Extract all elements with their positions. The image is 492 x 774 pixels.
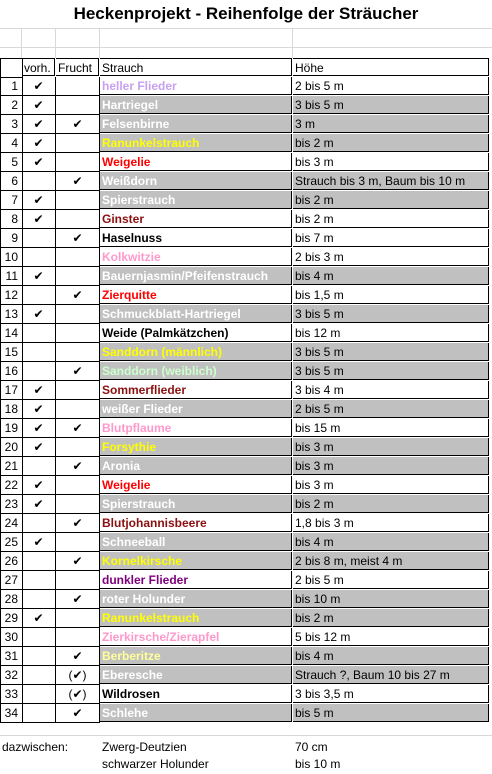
vorh-check-icon: ✔	[22, 533, 56, 552]
vorh-check-icon: ✔	[22, 134, 56, 153]
empty-row-divider	[99, 28, 100, 58]
vorh-check-icon	[22, 552, 56, 571]
row-number	[0, 324, 23, 343]
shrub-height: bis 3 m	[293, 457, 489, 475]
table-row	[0, 153, 492, 172]
row-number	[0, 400, 23, 419]
shrub-height: 2 bis 5 m	[293, 400, 489, 418]
shrub-height: 2 bis 3 m	[293, 248, 489, 266]
shrub-height: Strauch ?, Baum 10 bis 27 m	[293, 666, 489, 684]
row-number-text: 14	[4, 326, 18, 340]
row-number-text: 32	[4, 668, 18, 682]
row-number-text: 24	[4, 516, 18, 530]
frucht-check-icon: ✔	[56, 286, 100, 305]
frucht-check-icon	[56, 381, 100, 400]
footer-divider	[0, 735, 492, 736]
shrub-height: bis 2 m	[293, 495, 489, 513]
shrub-name: Weide (Palmkätzchen)	[100, 324, 292, 342]
shrub-name: Blutjohannisbeere	[100, 514, 292, 532]
frucht-check-icon	[56, 248, 100, 267]
vorh-check-icon	[22, 666, 56, 685]
row-number	[0, 286, 23, 305]
row-number	[0, 229, 23, 248]
shrub-name: Schneeball	[100, 533, 292, 551]
shrub-name: Berberitze	[100, 647, 292, 665]
shrub-height: 3 bis 5 m	[293, 305, 489, 323]
table-row	[0, 704, 492, 723]
empty-row-divider	[21, 28, 22, 58]
shrub-name: Spierstrauch	[100, 191, 292, 209]
row-number-text: 16	[4, 364, 18, 378]
table-row	[0, 229, 492, 248]
shrub-name: Haselnuss	[100, 229, 292, 247]
vorh-check-icon: ✔	[22, 438, 56, 457]
table-row	[0, 609, 492, 628]
frucht-check-icon: ✔	[56, 647, 100, 666]
table-row	[0, 267, 492, 286]
row-number-text: 13	[4, 307, 18, 321]
footer-item-name: Zwerg-Deutzien	[102, 740, 187, 754]
row-number-text: 25	[4, 535, 18, 549]
vorh-check-icon	[22, 248, 56, 267]
vorh-check-icon: ✔	[22, 419, 56, 438]
table-row	[0, 666, 492, 685]
shrub-height: bis 5 m	[293, 704, 489, 722]
row-number	[0, 704, 23, 723]
shrub-name: Schlehe	[100, 704, 292, 722]
shrub-height: bis 2 m	[293, 191, 489, 209]
table-row	[0, 191, 492, 210]
row-number-text: 22	[4, 478, 18, 492]
header-strauch: Strauch	[100, 58, 292, 76]
shrub-height: 3 bis 3,5 m	[293, 685, 489, 703]
row-number-text: 17	[4, 383, 18, 397]
row-number	[0, 172, 23, 191]
shrub-name: Eberesche	[100, 666, 292, 684]
vorh-check-icon	[22, 362, 56, 381]
shrub-name: Sanddorn (weiblich)	[100, 362, 292, 380]
vorh-check-icon: ✔	[22, 191, 56, 210]
row-number-text: 2	[11, 98, 18, 112]
table-row	[0, 628, 492, 647]
table-row	[0, 400, 492, 419]
shrub-name: Forsythie	[100, 438, 292, 456]
frucht-check-icon	[56, 324, 100, 343]
row-number-text: 9	[11, 231, 18, 245]
row-number-text: 21	[4, 459, 18, 473]
empty-row-divider	[55, 28, 56, 58]
vorh-check-icon: ✔	[22, 476, 56, 495]
shrub-height: bis 2 m	[293, 210, 489, 228]
row-number	[0, 685, 23, 704]
empty-row-divider	[292, 28, 293, 58]
frucht-check-icon	[56, 609, 100, 628]
table-row	[0, 438, 492, 457]
frucht-check-icon	[56, 96, 100, 115]
shrub-name: roter Holunder	[100, 590, 292, 608]
header-hoehe: Höhe	[293, 58, 489, 76]
table-row	[0, 476, 492, 495]
shrub-name: dunkler Flieder	[100, 571, 292, 589]
row-number	[0, 476, 23, 495]
table-row	[0, 647, 492, 666]
frucht-check-icon: ✔	[56, 362, 100, 381]
shrub-name: Sommerflieder	[100, 381, 292, 399]
row-number-text: 31	[4, 649, 18, 663]
shrub-name: Kornelkirsche	[100, 552, 292, 570]
frucht-check-icon: ✔	[56, 514, 100, 533]
vorh-check-icon	[22, 628, 56, 647]
vorh-check-icon: ✔	[22, 400, 56, 419]
frucht-check-icon	[56, 438, 100, 457]
row-number-text: 34	[4, 706, 18, 720]
row-number	[0, 590, 23, 609]
frucht-check-icon: ✔	[56, 704, 100, 723]
frucht-check-icon: ✔	[56, 590, 100, 609]
table-row	[0, 305, 492, 324]
shrub-height: bis 12 m	[293, 324, 489, 342]
frucht-check-icon	[56, 495, 100, 514]
shrub-height: 5 bis 12 m	[293, 628, 489, 646]
shrub-name: Bauernjasmin/Pfeifenstrauch	[100, 267, 292, 285]
table-row	[0, 210, 492, 229]
shrub-height: 3 bis 5 m	[293, 343, 489, 361]
row-number-text: 11	[5, 269, 18, 283]
frucht-check-icon	[56, 343, 100, 362]
row-number-text: 30	[4, 630, 18, 644]
table-row	[0, 248, 492, 267]
table-row	[0, 343, 492, 362]
frucht-check-icon	[56, 571, 100, 590]
frucht-check-icon: (✔)	[56, 685, 100, 704]
table-header	[0, 58, 492, 77]
row-number	[0, 362, 23, 381]
vorh-check-icon	[22, 286, 56, 305]
row-number-text: 10	[4, 250, 18, 264]
shrub-name: Hartriegel	[100, 96, 292, 114]
frucht-check-icon: ✔	[56, 115, 100, 134]
row-number-text: 23	[4, 497, 18, 511]
shrub-name: Sanddorn (männlich)	[100, 343, 292, 361]
shrub-height: bis 1,5 m	[293, 286, 489, 304]
frucht-check-icon: (✔)	[56, 666, 100, 685]
row-number	[0, 495, 23, 514]
shrub-name: Wildrosen	[100, 685, 292, 703]
shrub-height: bis 4 m	[293, 647, 489, 665]
footer-label: dazwischen:	[2, 740, 69, 754]
vorh-check-icon	[22, 343, 56, 362]
table-row	[0, 552, 492, 571]
frucht-check-icon	[56, 153, 100, 172]
shrub-height: Strauch bis 3 m, Baum bis 10 m	[293, 172, 489, 190]
row-number	[0, 419, 23, 438]
footer-item-height: 70 cm	[295, 740, 328, 754]
header-vorh: vorh.	[22, 58, 55, 76]
shrub-name: Blutpflaume	[100, 419, 292, 437]
table-row	[0, 115, 492, 134]
row-number	[0, 571, 23, 590]
shrub-height: 2 bis 5 m	[293, 571, 489, 589]
sheet-title: Heckenprojekt - Reihenfolge der Sträucher	[0, 0, 492, 29]
shrub-name: Aronia	[100, 457, 292, 475]
table-row	[0, 286, 492, 305]
shrub-name: Ranunkelstrauch	[100, 609, 292, 627]
row-number	[0, 134, 23, 153]
frucht-check-icon	[56, 267, 100, 286]
table-row	[0, 324, 492, 343]
frucht-check-icon	[56, 77, 100, 96]
vorh-check-icon	[22, 229, 56, 248]
vorh-check-icon	[22, 457, 56, 476]
row-number-text: 3	[11, 117, 18, 131]
row-number	[0, 628, 23, 647]
shrub-height: bis 2 m	[293, 609, 489, 627]
table-row	[0, 495, 492, 514]
shrub-name: Zierquitte	[100, 286, 292, 304]
vorh-check-icon	[22, 324, 56, 343]
shrub-height: bis 7 m	[293, 229, 489, 247]
shrub-name: Weißdorn	[100, 172, 292, 190]
shrub-height: 3 bis 4 m	[293, 381, 489, 399]
header-frucht: Frucht	[56, 58, 99, 76]
row-number-text: 1	[11, 79, 18, 93]
shrub-name: Ranunkelstrauch	[100, 134, 292, 152]
row-number-text: 15	[4, 345, 18, 359]
row-number	[0, 96, 23, 115]
shrub-height: 3 bis 5 m	[293, 96, 489, 114]
vorh-check-icon	[22, 590, 56, 609]
vorh-check-icon: ✔	[22, 267, 56, 286]
vorh-check-icon	[22, 571, 56, 590]
footer-item-name: schwarzer Holunder	[102, 757, 209, 771]
shrub-height: bis 4 m	[293, 267, 489, 285]
shrub-height: bis 4 m	[293, 533, 489, 551]
shrub-height: 1,8 bis 3 m	[293, 514, 489, 532]
vorh-check-icon	[22, 514, 56, 533]
row-number-text: 18	[4, 402, 18, 416]
vorh-check-icon	[22, 647, 56, 666]
vorh-check-icon: ✔	[22, 609, 56, 628]
frucht-check-icon	[56, 476, 100, 495]
table-row	[0, 381, 492, 400]
row-number-text: 19	[4, 421, 18, 435]
row-number	[0, 609, 23, 628]
row-number	[0, 552, 23, 571]
frucht-check-icon	[56, 210, 100, 229]
frucht-check-icon	[56, 400, 100, 419]
row-number-text: 28	[4, 592, 18, 606]
row-number	[0, 457, 23, 476]
shrub-name: weißer Flieder	[100, 400, 292, 418]
vorh-check-icon: ✔	[22, 96, 56, 115]
table-row	[0, 571, 492, 590]
shrub-height: 3 bis 5 m	[293, 362, 489, 380]
table-row	[0, 96, 492, 115]
frucht-check-icon: ✔	[56, 229, 100, 248]
frucht-check-icon	[56, 305, 100, 324]
row-number-text: 29	[4, 611, 18, 625]
vorh-check-icon: ✔	[22, 495, 56, 514]
row-number	[0, 647, 23, 666]
shrub-name: Weigelie	[100, 153, 292, 171]
shrub-name: Ginster	[100, 210, 292, 228]
row-number-text: 26	[4, 554, 18, 568]
shrub-name: Zierkirsche/Zierapfel	[100, 628, 292, 646]
row-number	[0, 191, 23, 210]
row-number	[0, 666, 23, 685]
row-number	[0, 438, 23, 457]
row-number-text: 20	[4, 440, 18, 454]
frucht-check-icon	[56, 533, 100, 552]
frucht-check-icon: ✔	[56, 552, 100, 571]
shrub-height: bis 3 m	[293, 438, 489, 456]
row-number	[0, 210, 23, 229]
row-number-text: 7	[11, 193, 18, 207]
shrub-name: Felsenbirne	[100, 115, 292, 133]
shrub-height: 2 bis 8 m, meist 4 m	[293, 552, 489, 570]
shrub-height: bis 10 m	[293, 590, 489, 608]
shrub-height: 2 bis 5 m	[293, 77, 489, 95]
row-number	[0, 153, 23, 172]
vorh-check-icon: ✔	[22, 153, 56, 172]
footer-item-height: bis 10 m	[295, 757, 341, 771]
table-row	[0, 134, 492, 153]
table-row	[0, 457, 492, 476]
row-number	[0, 248, 23, 267]
shrub-name: Spierstrauch	[100, 495, 292, 513]
vorh-check-icon: ✔	[22, 115, 56, 134]
row-number-text: 5	[11, 155, 18, 169]
table-row	[0, 514, 492, 533]
row-number	[0, 77, 23, 96]
row-number	[0, 267, 23, 286]
table-row	[0, 590, 492, 609]
empty-row-divider	[0, 47, 492, 48]
row-number	[0, 514, 23, 533]
table-row	[0, 172, 492, 191]
shrub-height: bis 2 m	[293, 134, 489, 152]
frucht-check-icon	[56, 628, 100, 647]
row-number	[0, 115, 23, 134]
table-row	[0, 419, 492, 438]
frucht-check-icon: ✔	[56, 457, 100, 476]
shrub-height: bis 3 m	[293, 153, 489, 171]
frucht-check-icon	[56, 191, 100, 210]
row-number-text: 6	[11, 174, 18, 188]
shrub-name: Kolkwitzie	[100, 248, 292, 266]
vorh-check-icon	[22, 172, 56, 191]
row-number	[0, 381, 23, 400]
vorh-check-icon	[22, 704, 56, 723]
table-row	[0, 685, 492, 704]
shrub-height: bis 15 m	[293, 419, 489, 437]
row-number-text: 8	[11, 212, 18, 226]
vorh-check-icon: ✔	[22, 305, 56, 324]
row-number-text: 4	[11, 136, 18, 150]
row-number	[0, 533, 23, 552]
row-number-text: 12	[4, 288, 18, 302]
vorh-check-icon	[22, 685, 56, 704]
table-row	[0, 362, 492, 381]
footer-row	[0, 755, 492, 774]
row-number-text: 33	[4, 687, 18, 701]
shrub-height: bis 3 m	[293, 476, 489, 494]
frucht-check-icon: ✔	[56, 419, 100, 438]
shrub-height: 3 m	[293, 115, 489, 133]
row-number	[0, 305, 23, 324]
table-row	[0, 533, 492, 552]
header-number	[0, 58, 23, 78]
shrub-name: Schmuckblatt-Hartriegel	[100, 305, 292, 323]
frucht-check-icon: ✔	[56, 172, 100, 191]
vorh-check-icon: ✔	[22, 210, 56, 229]
row-number-text: 27	[4, 573, 18, 587]
vorh-check-icon: ✔	[22, 77, 56, 96]
vorh-check-icon: ✔	[22, 381, 56, 400]
table-row	[0, 77, 492, 96]
shrub-name: heller Flieder	[100, 77, 292, 95]
row-number	[0, 343, 23, 362]
shrub-name: Weigelie	[100, 476, 292, 494]
frucht-check-icon	[56, 134, 100, 153]
